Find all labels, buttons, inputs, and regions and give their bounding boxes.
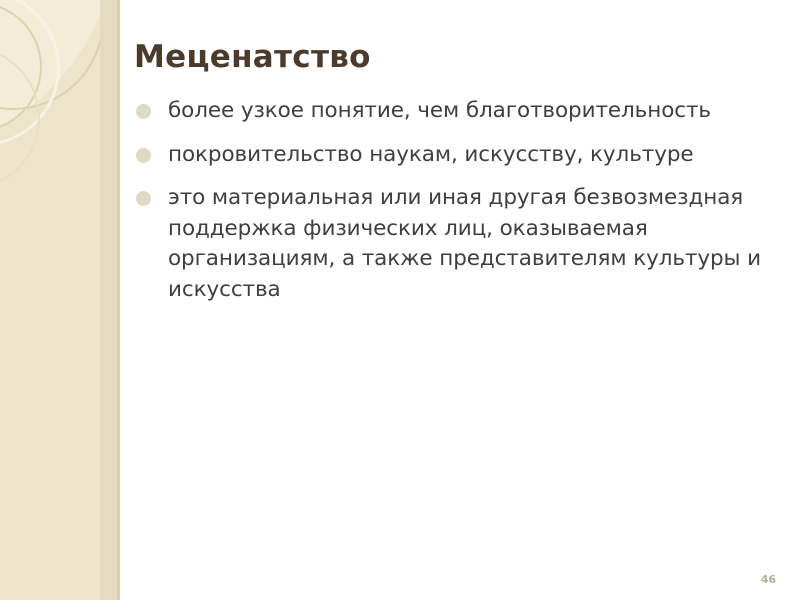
list-item-text: более узкое понятие, чем благотворительность	[168, 98, 711, 124]
list-item-text: это материальная или иная другая безвозмездная поддержка физических лиц, оказываемая организациям, а также представителям культуры и искусства	[168, 185, 762, 302]
band-edge-line	[117, 0, 120, 600]
bullet-dot-icon	[136, 148, 151, 163]
list-item	[132, 140, 772, 171]
list-item	[132, 183, 772, 305]
list-item	[132, 96, 772, 127]
page-title: Меценатство	[134, 39, 371, 75]
list-item-text: покровительство наукам, искусству, культуре	[168, 141, 694, 167]
bullet-list	[132, 96, 772, 305]
bullet-dot-icon	[136, 104, 151, 119]
page-number: 46	[760, 573, 776, 586]
bullet-dot-icon	[136, 191, 151, 206]
decorative-left-band	[0, 0, 120, 600]
slide-content	[132, 40, 772, 305]
